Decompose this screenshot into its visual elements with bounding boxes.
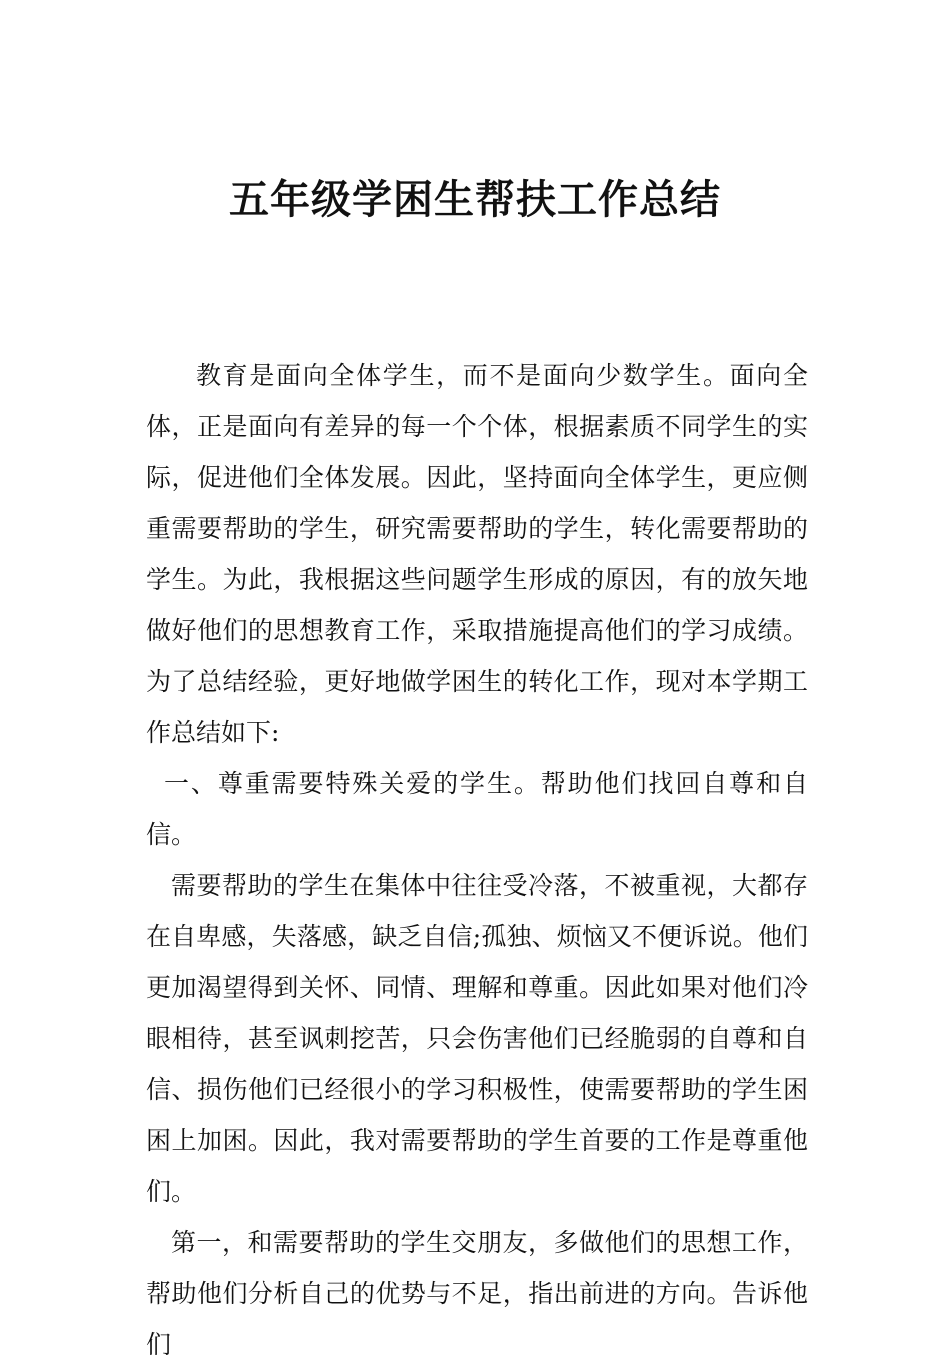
document-title: 五年级学困生帮扶工作总结 xyxy=(229,177,721,223)
intro-paragraph: 教育是面向全体学生，而不是面向少数学生。面向全体，正是面向有差异的每一个个体，根据素质不同学生的实际，促进他们全体发展。因此，坚持面向全体学生，更应侧重需要帮助的学生，研究需要帮助的学生，转化需要帮助的学生。为此，我根据这些问题学生形成的原因，有的放矢地做好他们的思想教育工作，采取措施提高他们的学习成绩。为了总结经验，更好地做学困生的转化工作，现对本学期工作总结如下: xyxy=(146,361,808,747)
document-body xyxy=(146,350,808,1370)
section-heading-1: 一、尊重需要特殊关爱的学生。帮助他们找回自尊和自信。 xyxy=(146,769,808,849)
section-1-paragraph: 需要帮助的学生在集体中往往受冷落，不被重视，大都存在自卑感，失落感，缺乏自信;孤独、烦恼又不便诉说。他们更加渴望得到关怀、同情、理解和尊重。因此如果对他们冷眼相待，甚至讽刺挖苦，只会伤害他们已经脆弱的自尊和自信、损伤他们已经很小的学习积极性，使需要帮助的学生困困上加困。因此，我对需要帮助的学生首要的工作是尊重他们。 xyxy=(146,871,808,1206)
point-1-paragraph: 第一，和需要帮助的学生交朋友，多做他们的思想工作，帮助他们分析自己的优势与不足，指出前进的方向。告诉他们 xyxy=(146,1228,808,1359)
